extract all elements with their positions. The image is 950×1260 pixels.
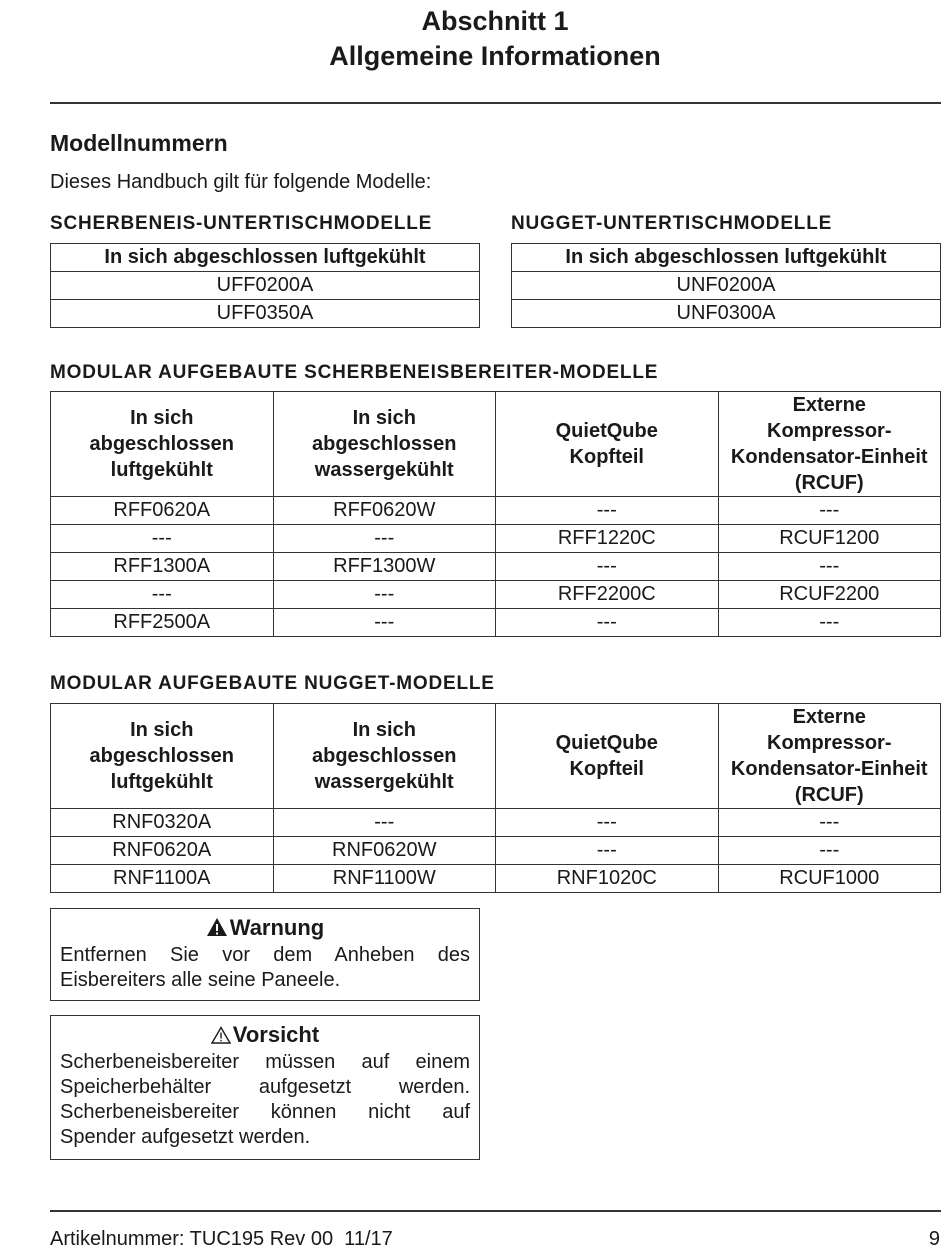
table-header-cell: QuietQube Kopfteil — [496, 704, 719, 809]
table-cell: RFF0620W — [273, 497, 496, 525]
table-cell: --- — [496, 553, 719, 581]
table-cell: RFF1300W — [273, 553, 496, 581]
table-cell: RCUF2200 — [718, 581, 941, 609]
table-header-cell: In sich abgeschlossen luftgekühlt — [512, 244, 941, 272]
page-title — [0, 4, 950, 74]
undercounter-nugget-caption: NUGGET-UNTERTISCHMODELLE — [511, 213, 833, 234]
table-header-cell: In sich abgeschlossen wassergekühlt — [273, 392, 496, 497]
table-cell: --- — [496, 809, 719, 837]
undercounter-flake-caption: SCHERBENEIS-UNTERTISCHMODELLE — [50, 213, 433, 234]
page-number: 9 — [928, 1228, 940, 1250]
table-cell: RFF1220C — [496, 525, 719, 553]
table-row — [51, 581, 941, 609]
table-row — [51, 837, 941, 865]
undercounter-nugget-table — [511, 243, 941, 328]
table-row — [51, 609, 941, 637]
part-number: Artikelnummer: TUC195 Rev 00 11/17 — [50, 1228, 393, 1250]
table-cell: RFF2500A — [51, 609, 274, 637]
table-cell: --- — [718, 609, 941, 637]
caution-outline-icon — [211, 1026, 231, 1044]
modular-nugget-table — [50, 703, 941, 893]
table-cell: --- — [496, 609, 719, 637]
table-row — [51, 809, 941, 837]
table-cell: --- — [718, 553, 941, 581]
section-number: Abschnitt 1 — [421, 6, 569, 36]
table-cell: UFF0350A — [51, 300, 480, 328]
table-cell: UNF0300A — [512, 300, 941, 328]
table-header-cell: Externe Kompressor- Kondensator-Einheit (RCUF) — [718, 704, 941, 809]
caution-box — [50, 1015, 480, 1160]
table-cell: --- — [496, 497, 719, 525]
warning-title: Warnung — [60, 913, 470, 943]
warning-filled-icon — [206, 917, 228, 937]
intro-text: Dieses Handbuch gilt für folgende Modelle: — [50, 171, 432, 193]
table-cell: RFF2200C — [496, 581, 719, 609]
table-cell: RNF0620A — [51, 837, 274, 865]
table-header-cell: In sich abgeschlossen wassergekühlt — [273, 704, 496, 809]
table-row — [51, 865, 941, 893]
caution-title: Vorsicht — [60, 1020, 470, 1050]
warning-text: Entfernen Sie vor dem Anheben des Eisbereiters alle seine Paneele. — [60, 944, 470, 991]
table-cell: RNF1020C — [496, 865, 719, 893]
table-cell: --- — [273, 809, 496, 837]
table-header-cell: In sich abgeschlossen luftgekühlt — [51, 244, 480, 272]
table-cell: --- — [718, 809, 941, 837]
table-header-cell: Externe Kompressor- Kondensator-Einheit (RCUF) — [718, 392, 941, 497]
footer-divider — [50, 1210, 941, 1212]
modular-nugget-caption: MODULAR AUFGEBAUTE NUGGET-MODELLE — [50, 673, 495, 694]
modular-flake-caption: MODULAR AUFGEBAUTE SCHERBENEISBEREITER-MODELLE — [50, 362, 659, 383]
table-cell: --- — [51, 525, 274, 553]
table-header-cell: In sich abgeschlossen luftgekühlt — [51, 704, 274, 809]
table-header-cell: In sich abgeschlossen luftgekühlt — [51, 392, 274, 497]
table-cell: RFF1300A — [51, 553, 274, 581]
table-cell: UFF0200A — [51, 272, 480, 300]
table-cell: RNF0620W — [273, 837, 496, 865]
table-cell: --- — [273, 525, 496, 553]
table-cell: --- — [496, 837, 719, 865]
table-cell: --- — [51, 581, 274, 609]
table-cell: --- — [273, 609, 496, 637]
header-divider — [50, 102, 941, 104]
modular-flake-table — [50, 391, 941, 637]
caution-text: Scherbeneisbereiter müssen auf einem Speicherbehälter aufgesetzt werden. Scherbeneisbereiter können nicht auf Spender aufgesetzt werden. — [60, 1051, 470, 1148]
table-cell: RCUF1200 — [718, 525, 941, 553]
table-row — [51, 525, 941, 553]
table-cell: --- — [718, 497, 941, 525]
section-title: Allgemeine Informationen — [329, 41, 661, 71]
table-cell: --- — [273, 581, 496, 609]
warning-box — [50, 908, 480, 1001]
table-cell: RCUF1000 — [718, 865, 941, 893]
section-heading: Modellnummern — [50, 130, 228, 156]
table-row — [51, 553, 941, 581]
table-cell: RNF0320A — [51, 809, 274, 837]
table-cell: RNF1100W — [273, 865, 496, 893]
table-cell: --- — [718, 837, 941, 865]
table-header-cell: QuietQube Kopfteil — [496, 392, 719, 497]
undercounter-flake-table — [50, 243, 480, 328]
table-cell: RNF1100A — [51, 865, 274, 893]
table-cell: UNF0200A — [512, 272, 941, 300]
table-cell: RFF0620A — [51, 497, 274, 525]
table-row — [51, 497, 941, 525]
